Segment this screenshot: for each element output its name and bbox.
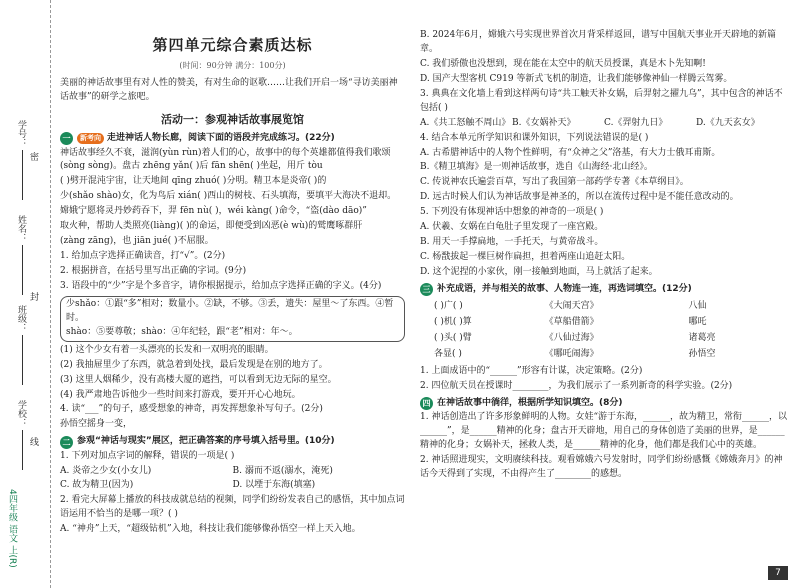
question: 1. 上面成语中的“______”形容有计谋，决定策略。(2分): [420, 365, 643, 376]
story-title: 《八仙过海》: [544, 332, 599, 343]
section-number: 三: [420, 283, 433, 296]
fill-in-question: 1. 神话创造出了许多形象鲜明的人物。女娃“游于东海，______，故为精卫，常衔______，以______”，是______精神的化身；盘古开天辟地，用自己的身体创造了美丽的世界，是______精神的化身；女娲补天，拯救人类，是______精神的化身，他们都是我们心中的英雄。: [420, 412, 788, 451]
passage-line: 取火种，帮助人类照亮(liàng)( )的命运，即便受到凶恶(è wù)的鹫鹰啄群肝: [60, 221, 363, 232]
section-heading: [60, 435, 405, 449]
section-title: 参观“神话与现实”展区，把正确答案的序号填入括号里。(10分): [77, 436, 335, 447]
section-title: 补充成语，并与相关的故事、人物连一连，再选词填空。(12分): [437, 283, 692, 294]
definition-line: shào：⑤要尊敬；shào：④年纪轻，跟“老”相对：年～。: [66, 326, 298, 337]
section-number: 二: [60, 436, 73, 449]
story-title: 《大闹天宫》: [544, 300, 599, 311]
question: 2. 根据拼音，在括号里写出正确的字词。(9分): [60, 266, 247, 276]
idiom-blank[interactable]: ( )机( )算: [434, 316, 472, 327]
seal-mark: 封: [30, 293, 40, 303]
option: B. 用天一手撑扁地，一手托天，与黄帝战斗。: [420, 237, 604, 248]
sub-question: (3) 这里人烟稀少，没有高楼大厦的遮挡，可以看到无边无际的星空。: [60, 374, 337, 385]
section-title: 走进神话人物长廊，阅读下面的语段并完成练习。(22分): [107, 132, 335, 143]
idiom-blank[interactable]: ( )广( ): [434, 300, 463, 311]
seal-mark: 密: [30, 153, 40, 163]
passage-line: 少(shǎo shào)女，化为鸟后 xián( )西山的树枝、石头填海，要填平大海决不退却。: [60, 191, 397, 202]
binding-sidebar: [0, 0, 51, 588]
section-number: 四: [420, 397, 433, 410]
option: A. 古希腊神话中的人物个性鲜明，有“众神之父”洛基，有大力士俄耳甫斯。: [420, 147, 721, 158]
question: 2. 四位航天员在授课时________，为我们展示了一系列新奇的科学实验。(2分): [420, 380, 733, 391]
class-line: [22, 335, 23, 385]
definition-line: 少shǎo：①跟“多”相对；数量小。②缺，不够。③丢，遗失：屋里～了东西。④暂时。: [66, 298, 394, 323]
question: 2. 看完大屏幕上播放的科技成就总结的视频，同学们纷纷发表自己的感悟，其中加点词语运用不恰当的是哪一项？( ): [60, 495, 405, 519]
exam-info: (时间：90分钟 满分：100分): [179, 61, 286, 71]
option: B. 2024年6月，嫦娥六号实现世界首次月背采样返回，谱写中国航天事业开天辟地的新篇章。: [420, 30, 776, 54]
option: B.《女娲补天》: [512, 117, 576, 128]
sub-question: (4) 我严肃地告诉他少一些时间来打游戏，要开开心心地玩。: [60, 389, 301, 400]
matching-grid: [434, 300, 788, 362]
fill-in-question: 2. 神话照进现实，文明赓续科技。观看嫦娥六号发射时，同学们纷纷感慨《嫦娥奔月》的神话今天得到了实现，不由得产生了________的感想。: [420, 455, 783, 480]
idiom-blank[interactable]: ( )头( )臂: [434, 332, 472, 343]
page-title: 第四单元综合素质达标: [152, 36, 313, 54]
sub-question: (2) 我抽屉里少了东西，就急着到处找，最后发现是在别的地方了。: [60, 359, 328, 370]
question: 4. 读“___”的句子，感受想象的神奇，再发挥想象补写句子。(2分): [60, 404, 323, 415]
option: C. 杨戬拔起一棵巨树作扁担，担着两座山追赶太阳。: [420, 252, 631, 263]
section-heading: [420, 397, 788, 411]
left-column: [60, 0, 405, 538]
option-row: [60, 479, 405, 493]
option: A. “神舟”上天，“超级钻机”入地，科技让我们能够像孙悟空一样上天入地。: [60, 523, 361, 534]
answer-line[interactable]: 孙悟空摇身一变，: [60, 419, 133, 430]
passage-line: 神话故事经久不衰，滋润(yùn rùn)着人们的心，故事中的每个英雄都值得我们歌颂(sòng sòng)。盘古 zhēng yǎn( )后 fān shēn( )坐起，用斤 tòu: [60, 147, 391, 172]
section-number: 一: [60, 132, 73, 145]
intro-text: 美丽的神话故事里有对人性的赞美，有对生命的讴歌……让我们开启一场“寻访美丽神话故事”的研学之旅吧。: [60, 77, 398, 102]
sub-question: (1) 这个少女有着一头漂亮的长发和一双明亮的眼睛。: [60, 344, 274, 355]
student-number-label: 学号：: [16, 120, 26, 147]
new-topic-badge: 新考向: [77, 133, 104, 144]
question: 1. 给加点字选择正确读音，打“√”。(2分): [60, 251, 226, 262]
right-column: [420, 28, 788, 483]
name-label: 姓名：: [16, 215, 26, 242]
question: 3. 语段中的“少”字是个多音字，请你根据提示，给加点字选择正确的字义。(4分): [60, 280, 382, 291]
story-title: 《哪吒闹海》: [544, 348, 599, 359]
passage-line: (zàng zāng)，也 jiān jué( )不屈服。: [60, 236, 214, 247]
option: D.《九天玄女》: [696, 117, 760, 128]
question: 5. 下列没有体现神话中想象的神奇的一项是( ): [420, 207, 604, 218]
question: 3. 典典在文化墙上看到这样两句诗“共工触天补女娲，后羿射之擢九乌”，其中包含的神话不包括( ): [420, 88, 783, 113]
option: C. 传说神农氏遍尝百草，写出了我国第一部药学专著《本草纲目》。: [420, 177, 689, 188]
passage-line: 嫦娥宁愿将灵丹妙药吞下，羿 fēn nù( )，wéi kàng( )命令，“盗(dào dāo)”: [60, 206, 367, 217]
option: C. 我们骄傲也没想到，现在能在太空中的航天员授课，真是木卜先知啊!: [420, 58, 706, 69]
section-heading: [60, 132, 405, 146]
idiom-blank[interactable]: 各显( ): [434, 348, 462, 359]
character: 诸葛亮: [688, 332, 716, 343]
seal-mark: 线: [30, 438, 40, 448]
character: 哪吒: [688, 316, 707, 327]
passage-line: ( )劈开混沌宇宙，让天地间 qīng zhuó( )分明。精卫本是炎帝( )的: [60, 176, 327, 187]
question: 1. 下列对加点字词的解释，错误的一项是( ): [60, 451, 235, 462]
class-label: 班级：: [16, 305, 26, 332]
option: D. 这个泥捏的小家伙，刚一接触到地面，马上就活了起来。: [420, 267, 658, 277]
option: C.《羿射九日》: [604, 117, 668, 128]
grade-subject-label: 4四年级 语文 上(R): [7, 489, 17, 568]
option: A. 炎帝之少女(小女儿): [60, 466, 152, 477]
number-line: [22, 150, 23, 200]
option: A. 伏羲、女娲在白龟肚子里发现了一座宫殿。: [420, 222, 604, 233]
character: 孙悟空: [688, 348, 716, 359]
option: C. 故为精卫(因为): [60, 480, 134, 491]
option-row: [420, 117, 788, 131]
activity-title: 活动一：参观神话故事展览馆: [161, 112, 304, 126]
story-title: 《草船借箭》: [544, 316, 599, 327]
option: D. 以堙于东海(填塞): [232, 480, 316, 491]
page-number: 7: [768, 566, 788, 580]
name-line: [22, 245, 23, 295]
option: B.《精卫填海》是一则神话故事，选自《山海经·北山经》。: [420, 162, 653, 173]
option: D. 国产大型客机 C919 等新式飞机的制造，让我们能够像神仙一样腾云驾雾。: [420, 73, 733, 84]
school-label: 学校：: [16, 400, 26, 427]
section-heading: [420, 283, 788, 297]
definition-box: [60, 296, 405, 342]
school-line: [22, 430, 23, 470]
option-row: [60, 465, 405, 479]
option: D. 远古时候人们认为神话故事是神圣的，所以在流传过程中是不能任意改动的。: [420, 192, 739, 203]
option: A.《共工怒触不周山》: [420, 117, 511, 128]
character: 八仙: [688, 300, 707, 311]
question: 4. 结合本单元所学知识和课外知识，下列说法错误的是( ): [420, 132, 649, 143]
option: B. 溺而不返(溺水，淹死): [232, 466, 333, 477]
section-title: 在神话故事中徜徉，根据所学知识填空。(8分): [437, 397, 623, 408]
